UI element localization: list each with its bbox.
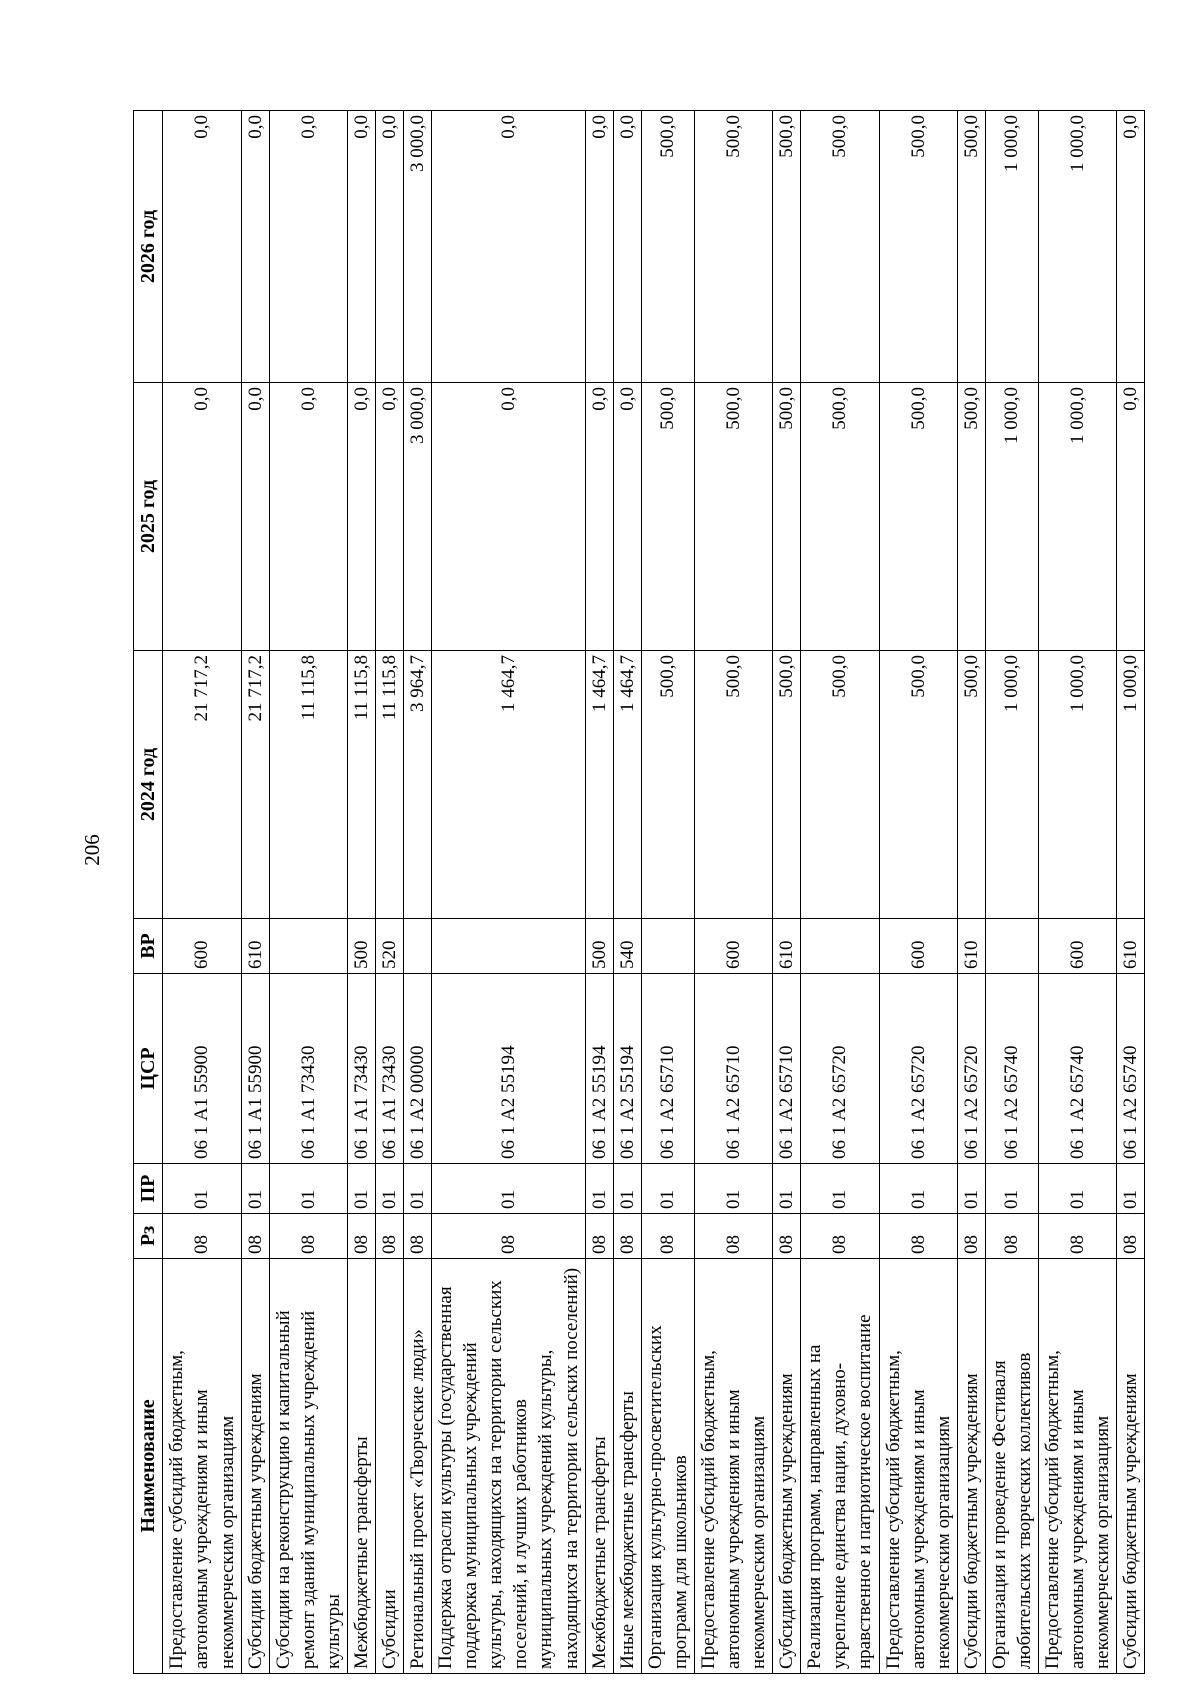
cell-y2026: 0,0: [269, 111, 347, 383]
cell-y2025: 500,0: [694, 383, 772, 651]
cell-vr: 520: [376, 919, 404, 974]
cell-y2026: 0,0: [376, 111, 404, 383]
cell-y2024: 1 464,7: [432, 651, 585, 919]
cell-pr: 01: [879, 1164, 957, 1214]
cell-y2025: 0,0: [241, 383, 269, 651]
cell-csr: 06 1 А2 65710: [694, 974, 772, 1164]
cell-y2025: 0,0: [432, 383, 585, 651]
cell-pr: 01: [773, 1164, 801, 1214]
cell-y2024: 11 115,8: [376, 651, 404, 919]
cell-csr: 06 1 А2 55194: [432, 974, 585, 1164]
header-2024: 2024 год: [134, 651, 163, 919]
header-2026: 2026 год: [134, 111, 163, 383]
cell-pr: 01: [1038, 1164, 1116, 1214]
cell-y2026: 1 000,0: [1038, 111, 1116, 383]
cell-vr: [432, 919, 585, 974]
cell-name: Региональный проект «Творческие люди»: [404, 1259, 432, 1674]
header-rz: Рз: [134, 1214, 163, 1259]
cell-y2024: 11 115,8: [269, 651, 347, 919]
cell-csr: 06 1 А2 65720: [801, 974, 879, 1164]
cell-vr: 600: [1038, 919, 1116, 974]
cell-vr: [641, 919, 694, 974]
cell-pr: 01: [163, 1164, 241, 1214]
cell-y2025: 500,0: [641, 383, 694, 651]
cell-y2026: 3 000,0: [404, 111, 432, 383]
cell-name: Предоставление субсидий бюджетным, автономным учреждениям и иным некоммерческим организациям: [163, 1259, 241, 1674]
cell-csr: 06 1 А2 65710: [773, 974, 801, 1164]
table-row: [879, 111, 957, 1674]
cell-pr: 01: [957, 1164, 985, 1214]
table-body: [163, 111, 1145, 1674]
cell-csr: 06 1 А1 55900: [241, 974, 269, 1164]
cell-name: Реализация программ, направленных на укрепление единства нации, духовно-нравственное и патриотическое воспитание: [801, 1259, 879, 1674]
cell-y2026: 0,0: [1117, 111, 1145, 383]
cell-y2026: 0,0: [613, 111, 641, 383]
cell-name: Организация культурно-просветительских программ для школьников: [641, 1259, 694, 1674]
cell-y2025: 1 000,0: [985, 383, 1038, 651]
cell-rz: 08: [432, 1214, 585, 1259]
table-row: [376, 111, 404, 1674]
budget-table: [133, 110, 1145, 1674]
cell-y2024: 500,0: [957, 651, 985, 919]
cell-vr: [801, 919, 879, 974]
cell-name: Предоставление субсидий бюджетным, автономным учреждениям и иным некоммерческим организациям: [879, 1259, 957, 1674]
cell-y2025: 0,0: [163, 383, 241, 651]
table-row: [985, 111, 1038, 1674]
table-row: [269, 111, 347, 1674]
cell-vr: 610: [957, 919, 985, 974]
cell-vr: 610: [241, 919, 269, 974]
table-row: [773, 111, 801, 1674]
cell-vr: [269, 919, 347, 974]
cell-name: Субсидии бюджетным учреждениям: [241, 1259, 269, 1674]
cell-y2026: 500,0: [641, 111, 694, 383]
cell-vr: 600: [163, 919, 241, 974]
table-row: [163, 111, 241, 1674]
cell-csr: 06 1 А2 00000: [404, 974, 432, 1164]
cell-y2025: 1 000,0: [1038, 383, 1116, 651]
cell-y2025: 0,0: [1117, 383, 1145, 651]
cell-rz: 08: [404, 1214, 432, 1259]
cell-y2025: 500,0: [957, 383, 985, 651]
table-row: [641, 111, 694, 1674]
cell-pr: 01: [241, 1164, 269, 1214]
table-row: [347, 111, 375, 1674]
table-row: [694, 111, 772, 1674]
cell-y2026: 0,0: [347, 111, 375, 383]
cell-y2026: 500,0: [694, 111, 772, 383]
cell-pr: 01: [432, 1164, 585, 1214]
cell-y2026: 500,0: [773, 111, 801, 383]
cell-y2024: 1 000,0: [985, 651, 1038, 919]
cell-name: Субсидии на реконструкцию и капитальный ремонт зданий муниципальных учреждений культуры: [269, 1259, 347, 1674]
table-row: [1117, 111, 1145, 1674]
cell-csr: 06 1 А2 55194: [585, 974, 613, 1164]
table-header-row: [134, 111, 163, 1674]
cell-y2024: 1 000,0: [1117, 651, 1145, 919]
cell-y2025: 500,0: [773, 383, 801, 651]
budget-table-container: [133, 111, 1142, 1674]
cell-y2024: 21 717,2: [241, 651, 269, 919]
cell-y2024: 500,0: [773, 651, 801, 919]
cell-y2025: 0,0: [585, 383, 613, 651]
cell-pr: 01: [347, 1164, 375, 1214]
cell-vr: 610: [1117, 919, 1145, 974]
cell-name: Межбюджетные трансферты: [585, 1259, 613, 1674]
cell-y2026: 0,0: [585, 111, 613, 383]
cell-y2024: 500,0: [694, 651, 772, 919]
table-row: [613, 111, 641, 1674]
cell-csr: 06 1 А2 65740: [1038, 974, 1116, 1164]
cell-name: Субсидии бюджетным учреждениям: [773, 1259, 801, 1674]
cell-vr: 540: [613, 919, 641, 974]
header-csr: ЦСР: [134, 974, 163, 1164]
cell-y2024: 500,0: [641, 651, 694, 919]
cell-rz: 08: [376, 1214, 404, 1259]
cell-y2025: 0,0: [613, 383, 641, 651]
cell-y2024: 11 115,8: [347, 651, 375, 919]
header-name: Наименование: [134, 1259, 163, 1674]
cell-y2024: 1 000,0: [1038, 651, 1116, 919]
cell-y2024: 1 464,7: [585, 651, 613, 919]
cell-name: Субсидии бюджетным учреждениям: [957, 1259, 985, 1674]
cell-csr: 06 1 А2 65740: [1117, 974, 1145, 1164]
cell-pr: 01: [404, 1164, 432, 1214]
cell-pr: 01: [985, 1164, 1038, 1214]
cell-name: Организация и проведение Фестиваля любительских творческих коллективов: [985, 1259, 1038, 1674]
cell-csr: 06 1 А2 65720: [957, 974, 985, 1164]
cell-vr: 600: [694, 919, 772, 974]
cell-csr: 06 1 А2 55194: [613, 974, 641, 1164]
cell-rz: 08: [269, 1214, 347, 1259]
cell-y2026: 0,0: [163, 111, 241, 383]
cell-rz: 08: [1117, 1214, 1145, 1259]
cell-y2025: 3 000,0: [404, 383, 432, 651]
cell-csr: 06 1 А1 73430: [376, 974, 404, 1164]
cell-csr: 06 1 А2 65740: [985, 974, 1038, 1164]
table-row: [432, 111, 585, 1674]
cell-rz: 08: [879, 1214, 957, 1259]
cell-y2024: 500,0: [801, 651, 879, 919]
cell-rz: 08: [641, 1214, 694, 1259]
cell-y2025: 0,0: [269, 383, 347, 651]
cell-csr: 06 1 А1 73430: [347, 974, 375, 1164]
cell-vr: [985, 919, 1038, 974]
cell-y2026: 500,0: [957, 111, 985, 383]
cell-y2026: 1 000,0: [985, 111, 1038, 383]
cell-rz: 08: [1038, 1214, 1116, 1259]
cell-name: Предоставление субсидий бюджетным, автономным учреждениям и иным некоммерческим организациям: [1038, 1259, 1116, 1674]
cell-y2024: 3 964,7: [404, 651, 432, 919]
cell-rz: 08: [347, 1214, 375, 1259]
cell-pr: 01: [269, 1164, 347, 1214]
cell-y2025: 0,0: [347, 383, 375, 651]
table-row: [404, 111, 432, 1674]
cell-y2024: 21 717,2: [163, 651, 241, 919]
cell-y2026: 0,0: [241, 111, 269, 383]
table-row: [957, 111, 985, 1674]
cell-pr: 01: [694, 1164, 772, 1214]
cell-rz: 08: [163, 1214, 241, 1259]
cell-name: Субсидии бюджетным учреждениям: [1117, 1259, 1145, 1674]
cell-y2024: 1 464,7: [613, 651, 641, 919]
header-2025: 2025 год: [134, 383, 163, 651]
cell-name: Поддержка отрасли культуры (государственная поддержка муниципальных учреждений культуры, находящихся на территории сельских поселений, и лучших работников муниципальных учреждений культуры, находящихся на территории сельских поселений): [432, 1259, 585, 1674]
header-vr: ВР: [134, 919, 163, 974]
cell-vr: 500: [347, 919, 375, 974]
cell-csr: 06 1 А1 55900: [163, 974, 241, 1164]
table-row: [241, 111, 269, 1674]
cell-rz: 08: [801, 1214, 879, 1259]
cell-rz: 08: [613, 1214, 641, 1259]
cell-pr: 01: [801, 1164, 879, 1214]
cell-vr: 610: [773, 919, 801, 974]
page-number: 206: [80, 834, 104, 866]
cell-rz: 08: [985, 1214, 1038, 1259]
table-row: [801, 111, 879, 1674]
cell-name: Предоставление субсидий бюджетным, автономным учреждениям и иным некоммерческим организациям: [694, 1259, 772, 1674]
cell-y2025: 500,0: [801, 383, 879, 651]
cell-pr: 01: [376, 1164, 404, 1214]
cell-y2025: 500,0: [879, 383, 957, 651]
cell-y2026: 500,0: [801, 111, 879, 383]
cell-y2026: 500,0: [879, 111, 957, 383]
cell-csr: 06 1 А2 65720: [879, 974, 957, 1164]
cell-y2024: 500,0: [879, 651, 957, 919]
cell-pr: 01: [1117, 1164, 1145, 1214]
cell-pr: 01: [613, 1164, 641, 1214]
cell-rz: 08: [957, 1214, 985, 1259]
cell-csr: 06 1 А2 65710: [641, 974, 694, 1164]
cell-name: Иные межбюджетные трансферты: [613, 1259, 641, 1674]
cell-rz: 08: [585, 1214, 613, 1259]
cell-vr: [404, 919, 432, 974]
cell-pr: 01: [585, 1164, 613, 1214]
cell-rz: 08: [773, 1214, 801, 1259]
cell-rz: 08: [241, 1214, 269, 1259]
cell-y2026: 0,0: [432, 111, 585, 383]
table-row: [1038, 111, 1116, 1674]
cell-name: Межбюджетные трансферты: [347, 1259, 375, 1674]
cell-pr: 01: [641, 1164, 694, 1214]
cell-vr: 500: [585, 919, 613, 974]
cell-csr: 06 1 А1 73430: [269, 974, 347, 1164]
table-row: [585, 111, 613, 1674]
header-pr: ПР: [134, 1164, 163, 1214]
cell-vr: 600: [879, 919, 957, 974]
cell-rz: 08: [694, 1214, 772, 1259]
cell-y2025: 0,0: [376, 383, 404, 651]
cell-name: Субсидии: [376, 1259, 404, 1674]
